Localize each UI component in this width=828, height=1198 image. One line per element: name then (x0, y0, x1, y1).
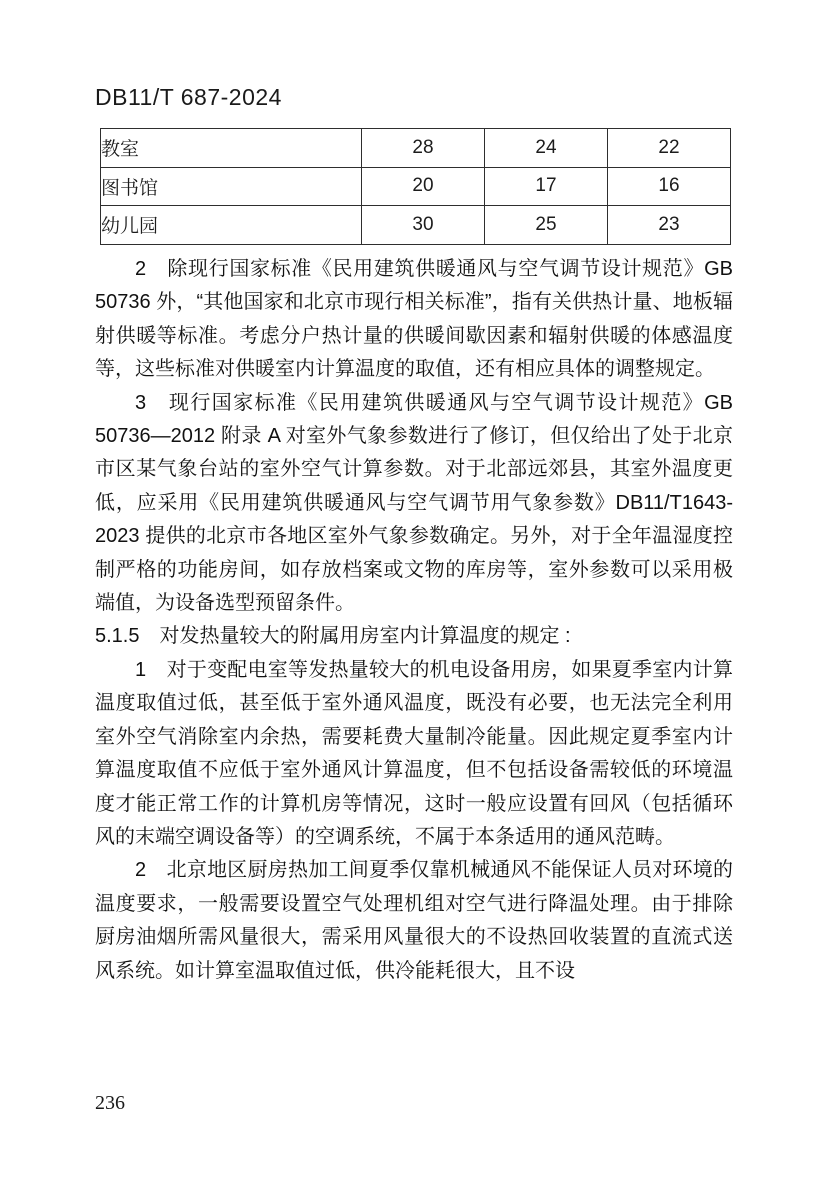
table-cell-room: 教室 (101, 129, 362, 168)
table-cell-room: 幼儿园 (101, 206, 362, 245)
standard-number: DB11/T 687-2024 (95, 84, 282, 110)
table-cell-value: 17 (485, 167, 608, 206)
table-row (101, 167, 731, 206)
table-cell-value: 28 (362, 129, 485, 168)
table-cell-value: 23 (608, 206, 731, 245)
body-text (95, 253, 733, 988)
table-cell-value: 20 (362, 167, 485, 206)
table-row (101, 206, 731, 245)
table-cell-value: 25 (485, 206, 608, 245)
paragraph-clause-2: 2 除现行国家标准《民用建筑供暖通风与空气调节设计规范》GB 50736 外，“其他国家和北京市现行相关标准”，指有关供热计量、地板辐射供暖等标准。考虑分户热计量的供暖间歇因素和辐射供暖的体感温度等，这些标准对供暖室内计算温度的取值，还有相应具体的调整规定。 (95, 258, 733, 381)
table-cell-value: 24 (485, 129, 608, 168)
table-cell-value: 16 (608, 167, 731, 206)
paragraph-clause-2b: 2 北京地区厨房热加工间夏季仅靠机械通风不能保证人员对环境的温度要求，一般需要设置空气处理机组对空气进行降温处理。由于排除厨房油烟所需风量很大，需采用风量很大的不设热回收装置的直流式送风系统。如计算室温取值过低，供冷能耗很大，且不设 (95, 859, 733, 982)
paragraph-clause-1: 1 对于变配电室等发热量较大的机电设备用房，如果夏季室内计算温度取值过低，甚至低于室外通风温度，既没有必要，也无法完全利用室外空气消除室内余热，需要耗费大量制冷能量。因此规定夏季室内计算温度取值不应低于室外通风计算温度，但不包括设备需较低的环境温度才能正常工作的计算机房等情况，这时一般应设置有回风（包括循环风的末端空调设备等）的空调系统，不属于本条适用的通风范畴。 (95, 658, 733, 848)
table-row (101, 129, 731, 168)
paragraph-clause-3: 3 现行国家标准《民用建筑供暖通风与空气调节设计规范》GB 50736—2012 附录 A 对室外气象参数进行了修订，但仅给出了处于北京市区某气象台站的室外空气计算参数。对于北部远郊县，其室外温度更低，应采用《民用建筑供暖通风与空气调节用气象参数》DB11/T1643-2023 提供的北京市各地区室外气象参数确定。另外，对于全年温湿度控制严格的功能房间，如存放档案或文物的库房等，室外参数可以采用极端值，为设备选型预留条件。 (95, 391, 733, 615)
temperature-table (100, 128, 731, 245)
page-number: 236 (95, 1092, 125, 1114)
section-heading-5-1-5: 5.1.5 对发热量较大的附属用房室内计算温度的规定 : (95, 625, 571, 648)
table-cell-value: 22 (608, 129, 731, 168)
table-cell-room: 图书馆 (101, 167, 362, 206)
table-cell-value: 30 (362, 206, 485, 245)
